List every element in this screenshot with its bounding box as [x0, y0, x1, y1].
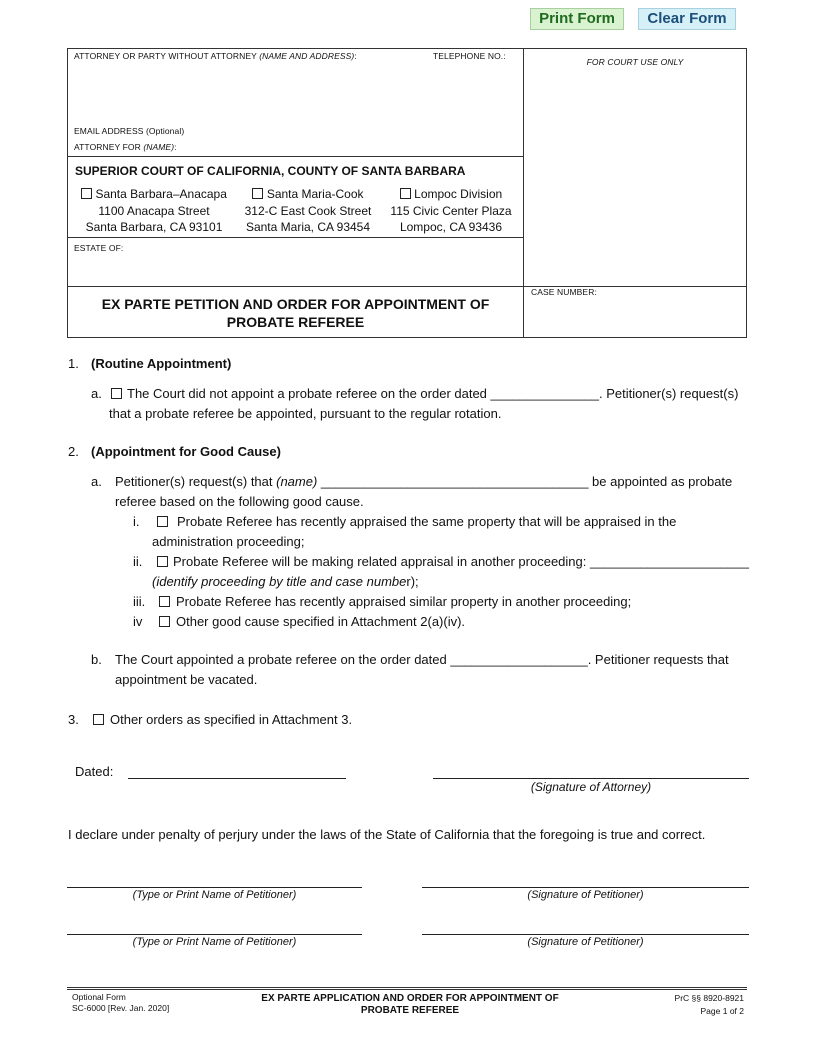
print-name-line-2 — [67, 934, 362, 935]
court-anacapa: Santa Barbara–Anacapa 1100 Anacapa Street Santa Barbara, CA 93101 — [74, 186, 234, 236]
item-ii-checkbox[interactable] — [157, 556, 168, 567]
item-2b-label: b. — [91, 652, 102, 667]
item-iii-text: Probate Referee has recently appraised similar property in another proceeding; — [176, 594, 632, 609]
item-2a-text-1: Petitioner(s) request(s) that (name) _____________________________________ be appointed as probate — [115, 474, 733, 489]
attorney-for-field[interactable] — [190, 140, 516, 153]
item-i-checkbox[interactable] — [157, 516, 168, 527]
court-use-label: FOR COURT USE ONLY — [586, 57, 684, 67]
clear-form-button[interactable]: Clear Form — [638, 8, 736, 30]
case-number-label: CASE NUMBER: — [531, 287, 597, 297]
print-name-field-2[interactable] — [70, 918, 360, 933]
estate-field[interactable] — [74, 258, 514, 278]
section-3-number: 3. — [68, 712, 79, 727]
lompoc-checkbox[interactable] — [400, 188, 411, 199]
attorney-name-address-field[interactable] — [72, 64, 522, 126]
item-iv-label: iv — [133, 614, 143, 629]
item-i-text-1: Probate Referee has recently appraised the same property that will be appraised in the — [177, 514, 677, 529]
footer-page-info: PrC §§ 8920-8921 Page 1 of 2 — [674, 993, 744, 1016]
petitioner-signature-line-2 — [422, 934, 749, 935]
attorney-signature-line — [433, 778, 749, 779]
item-ii-text-2: (identify proceeding by title and case number); — [152, 574, 419, 589]
attorney-label: ATTORNEY OR PARTY WITHOUT ATTORNEY (NAME AND ADDRESS): — [74, 51, 357, 61]
court-lompoc: Lompoc Division 115 Civic Center Plaza Lompoc, CA 93436 — [390, 187, 512, 234]
print-name-label-1: (Type or Print Name of Petitioner) — [132, 889, 297, 901]
email-field[interactable] — [196, 124, 516, 137]
attorney-signature-label: (Signature of Attorney) — [530, 780, 652, 794]
item-iv-text: Other good cause specified in Attachment 2(a)(iv). — [176, 614, 466, 629]
anacapa-checkbox[interactable] — [81, 188, 92, 199]
section-1-number: 1. — [68, 356, 79, 371]
section-2-number: 2. — [68, 444, 79, 459]
item-ii-label: ii. — [133, 554, 143, 569]
case-number-field[interactable] — [531, 306, 739, 326]
petitioner-signature-line-1 — [422, 887, 749, 888]
item-i-text-2: administration proceeding; — [152, 534, 305, 549]
dated-line — [128, 778, 346, 779]
court-santa-maria: Santa Maria-Cook 312-C East Cook Street Santa Maria, CA 93454 — [244, 187, 372, 234]
dated-field[interactable] — [130, 762, 344, 777]
email-label: EMAIL ADDRESS (Optional) — [74, 126, 185, 136]
item-2b-text-1: The Court appointed a probate referee on the order dated ___________________. Petitioner requests that — [115, 652, 729, 667]
item-iii-checkbox[interactable] — [159, 596, 170, 607]
item-iv-checkbox[interactable] — [159, 616, 170, 627]
item-2b-text-2: appointment be vacated. — [115, 672, 258, 687]
footer-title: EX PARTE APPLICATION AND ORDER FOR APPOINTMENT OF PROBATE REFEREE — [261, 993, 559, 1016]
estate-label: ESTATE OF: — [74, 243, 124, 253]
item-iii-label: iii. — [133, 594, 146, 609]
print-form-button[interactable]: Print Form — [530, 8, 624, 30]
section-1-heading: (Routine Appointment) — [91, 356, 232, 371]
declaration-text: I declare under penalty of perjury under the laws of the State of California that the foregoing is true and correct. — [68, 827, 706, 842]
item-1a-text-2: that a probate referee be appointed, pursuant to the regular rotation. — [109, 406, 502, 421]
petitioner-signature-label-1: (Signature of Petitioner) — [527, 889, 644, 901]
dated-label: Dated: — [75, 764, 114, 779]
attorney-for-label: ATTORNEY FOR (NAME): — [74, 142, 177, 152]
print-name-label-2: (Type or Print Name of Petitioner) — [132, 936, 297, 948]
item-ii-text-1: Probate Referee will be making related appraisal in another proceeding: ______________________ — [173, 554, 750, 569]
court-name: SUPERIOR COURT OF CALIFORNIA, COUNTY OF SANTA BARBARA — [75, 164, 466, 178]
santa-maria-checkbox[interactable] — [252, 188, 263, 199]
print-name-field-1[interactable] — [70, 871, 360, 886]
item-2a-label: a. — [91, 474, 102, 489]
footer-form-info: Optional Form SC-6000 [Rev. Jan. 2020] — [72, 992, 170, 1013]
print-name-line-1 — [67, 887, 362, 888]
item-i-label: i. — [133, 514, 140, 529]
form-title: EX PARTE PETITION AND ORDER FOR APPOINTMENT OF PROBATE REFEREE — [101, 296, 490, 330]
item-2a-text-2: referee based on the following good cause. — [115, 494, 364, 509]
section-3-checkbox[interactable] — [93, 714, 104, 725]
telephone-label: TELEPHONE NO.: — [433, 51, 506, 61]
section-3-text: Other orders as specified in Attachment 3. — [110, 712, 353, 727]
item-1a-label: a. — [91, 386, 102, 401]
petitioner-signature-label-2: (Signature of Petitioner) — [527, 936, 644, 948]
item-1a-checkbox[interactable] — [111, 388, 122, 399]
item-1a-text-1: The Court did not appoint a probate referee on the order dated _______________. Petitioner(s) request(s) — [127, 386, 739, 401]
section-2-heading: (Appointment for Good Cause) — [91, 444, 281, 459]
